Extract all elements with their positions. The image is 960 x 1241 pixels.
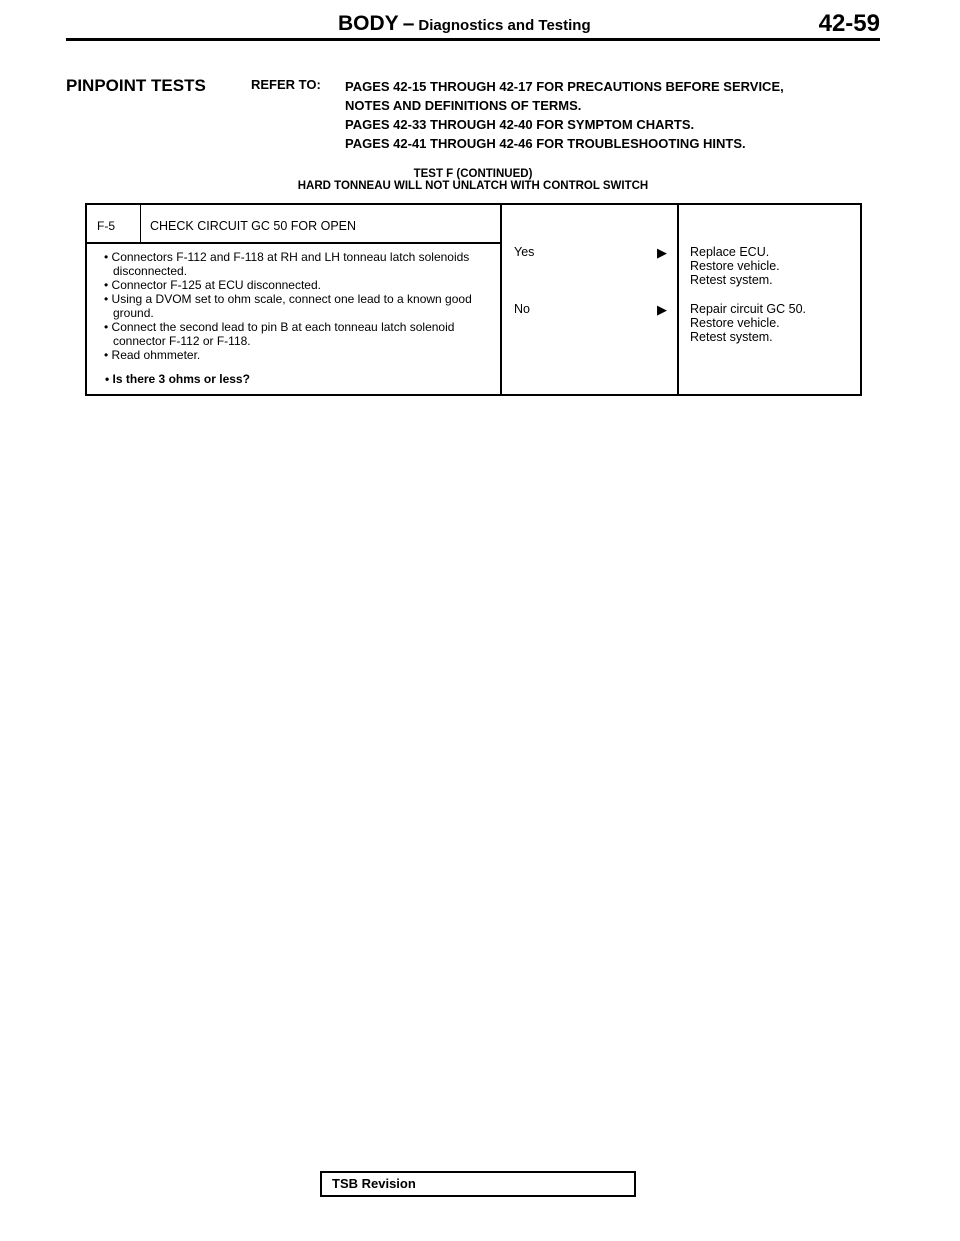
procedure-step: • Connectors F-112 and F-118 at RH and LH tonneau latch solenoids disconnected. — [104, 250, 470, 278]
procedure-step: • Connect the second lead to pin B at each tonneau latch solenoid connector F-112 or F-118. — [104, 320, 455, 348]
action-line: Retest system. — [690, 273, 773, 287]
header-rule — [66, 38, 880, 41]
test-heading — [66, 168, 880, 192]
action-line: Restore vehicle. — [690, 259, 780, 273]
action-line: Repair circuit GC 50. — [690, 302, 807, 316]
action-line: Retest system. — [690, 330, 773, 344]
step-title: CHECK CIRCUIT GC 50 FOR OPEN — [150, 219, 357, 233]
procedure-step: • Read ohmmeter. — [104, 348, 201, 362]
refer-line: PAGES 42-15 THROUGH 42-17 FOR PRECAUTIONS BEFORE SERVICE, — [345, 79, 784, 94]
pinpoint-title: PINPOINT TESTS — [66, 76, 206, 95]
action-line: Restore vehicle. — [690, 316, 780, 330]
no-arrow-icon: ▶ — [657, 302, 667, 317]
answer-yes-label: Yes — [514, 245, 535, 259]
refer-list — [345, 77, 784, 153]
tsb-revision-box — [320, 1171, 636, 1197]
test-heading-line1: TEST F (CONTINUED) — [413, 168, 533, 180]
step-id-divider — [140, 205, 141, 242]
yes-arrow-icon: ▶ — [657, 245, 667, 260]
table-divider-2 — [677, 205, 679, 394]
procedure-step: • Using a DVOM set to ohm scale, connect one lead to a known good ground. — [104, 292, 472, 320]
test-heading-line2: HARD TONNEAU WILL NOT UNLATCH WITH CONTROL SWITCH — [297, 180, 649, 192]
pinpoint-table — [85, 203, 862, 396]
yes-actions — [690, 245, 780, 287]
refer-line: NOTES AND DEFINITIONS OF TERMS. — [345, 98, 582, 113]
refer-label: REFER TO: — [251, 77, 321, 92]
tsb-revision-label: TSB Revision — [332, 1176, 416, 1191]
table-header-rule — [87, 242, 502, 244]
refer-line: PAGES 42-33 THROUGH 42-40 FOR SYMPTOM CHARTS. — [345, 117, 695, 132]
section-title — [338, 12, 591, 36]
refer-line: PAGES 42-41 THROUGH 42-46 FOR TROUBLESHOOTING HINTS. — [345, 136, 746, 151]
section-name: BODY — [338, 12, 399, 35]
procedure-steps — [101, 250, 496, 362]
step-id: F-5 — [97, 219, 115, 233]
title-dash: – — [402, 12, 415, 35]
no-actions — [690, 302, 806, 344]
section-subtitle: Diagnostics and Testing — [418, 17, 591, 34]
page-header — [66, 8, 880, 38]
table-divider-1 — [500, 205, 502, 394]
procedure-step: • Connector F-125 at ECU disconnected. — [104, 278, 321, 292]
answer-no-label: No — [514, 302, 530, 316]
page-number: 42-59 — [818, 10, 880, 37]
action-line: Replace ECU. — [690, 245, 770, 259]
test-question: • Is there 3 ohms or less? — [105, 372, 250, 386]
